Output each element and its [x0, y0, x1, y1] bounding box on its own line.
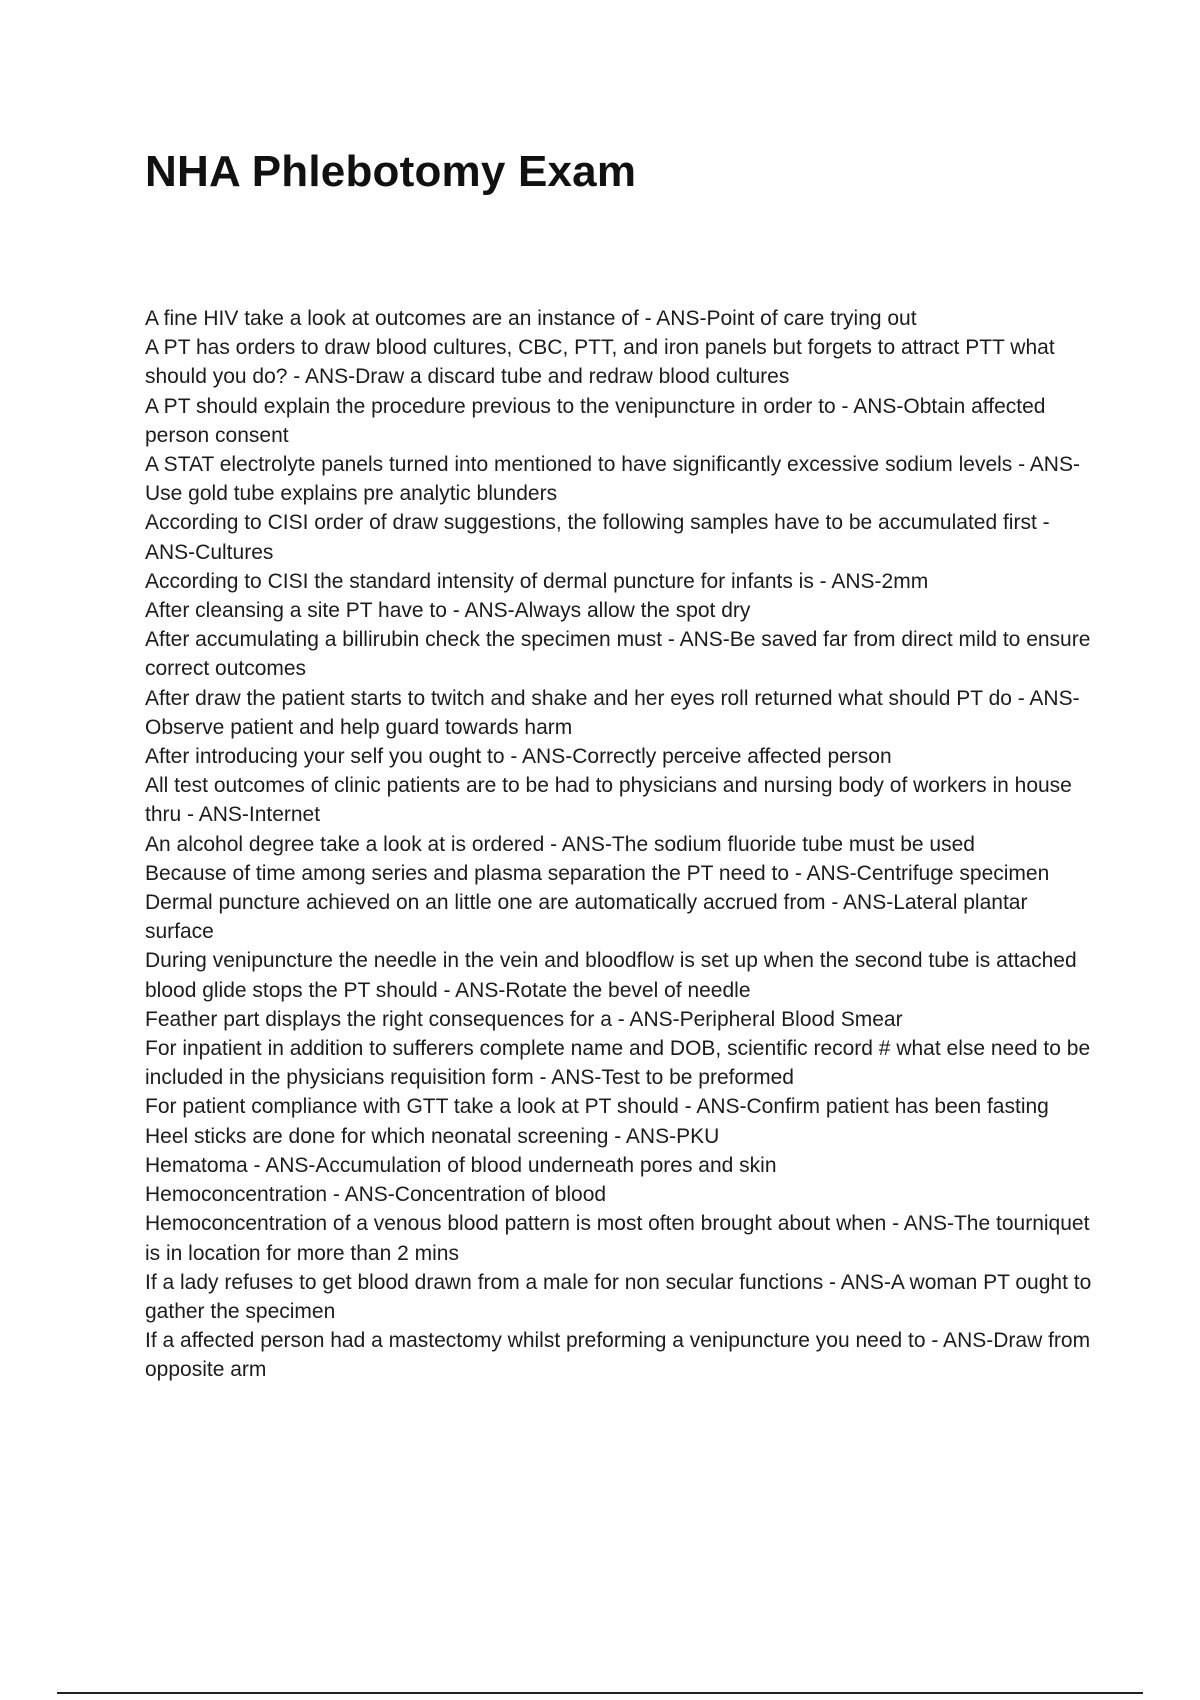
qa-item: If a lady refuses to get blood drawn from a male for non secular functions - ANS-A woman PT ought to gather the specimen: [145, 1270, 1092, 1323]
qa-item: If a affected person had a mastectomy whilst preforming a venipuncture you need to - ANS-Draw from opposite arm: [145, 1329, 1091, 1382]
qa-item: According to CISI order of draw suggestions, the following samples have to be accumulated first - ANS-Cultures: [145, 511, 1050, 564]
qa-item: Hemoconcentration of a venous blood pattern is most often brought about when - ANS-The tourniquet is in location for more than 2 mins: [145, 1212, 1090, 1265]
qa-item: A fine HIV take a look at outcomes are an instance of - ANS-Point of care trying out: [145, 307, 917, 330]
qa-item: After accumulating a billirubin check the specimen must - ANS-Be saved far from direct mild to ensure correct outcomes: [145, 628, 1091, 681]
qa-item: A PT should explain the procedure previous to the venipuncture in order to - ANS-Obtain affected person consent: [145, 394, 1046, 447]
qa-item: All test outcomes of clinic patients are to be had to physicians and nursing body of workers in house thru - ANS-Internet: [145, 774, 1072, 827]
qa-item: According to CISI the standard intensity of dermal puncture for infants is - ANS-2mm: [145, 569, 929, 593]
qa-item: A PT has orders to draw blood cultures, CBC, PTT, and iron panels but forgets to attract PTT what should you do? - ANS-Draw a discard tube and redraw blood cultures: [145, 336, 1055, 389]
qa-item: Hematoma - ANS-Accumulation of blood underneath pores and skin: [145, 1153, 777, 1177]
qa-item: For patient compliance with GTT take a look at PT should - ANS-Confirm patient has been fasting: [145, 1095, 1049, 1119]
qa-item: After introducing your self you ought to - ANS-Correctly perceive affected person: [145, 745, 892, 769]
qa-item: A STAT electrolyte panels turned into mentioned to have significantly excessive sodium levels - ANS-Use gold tube explains pre analytic blunders: [145, 453, 1080, 506]
qa-item: After draw the patient starts to twitch and shake and her eyes roll returned what should PT do - ANS-Observe patient and help guard towards harm: [145, 686, 1080, 739]
page-bottom-rule: [57, 1692, 1143, 1694]
qa-item: Dermal puncture achieved on an little one are automatically accrued from - ANS-Lateral plantar surface: [145, 891, 1028, 944]
qa-item: Heel sticks are done for which neonatal screening - ANS-PKU: [145, 1124, 720, 1148]
qa-item: For inpatient in addition to sufferers complete name and DOB, scientific record # what else need to be included in the physicians requisition form - ANS-Test to be preformed: [145, 1037, 1091, 1090]
page-title: NHA Phlebotomy Exam: [145, 147, 637, 196]
qa-item: During venipuncture the needle in the vein and bloodflow is set up when the second tube is attached blood glide stops the PT should - ANS-Rotate the bevel of needle: [145, 949, 1077, 1002]
qa-item: After cleansing a site PT have to - ANS-Always allow the spot dry: [145, 599, 751, 623]
qa-item: An alcohol degree take a look at is ordered - ANS-The sodium fluoride tube must be used: [145, 832, 975, 856]
qa-item: Hemoconcentration - ANS-Concentration of blood: [145, 1183, 607, 1207]
qa-list: [145, 304, 1095, 1385]
qa-item: Because of time among series and plasma separation the PT need to - ANS-Centrifuge specimen: [145, 861, 1050, 885]
qa-item: Feather part displays the right consequences for a - ANS-Peripheral Blood Smear: [145, 1007, 903, 1031]
